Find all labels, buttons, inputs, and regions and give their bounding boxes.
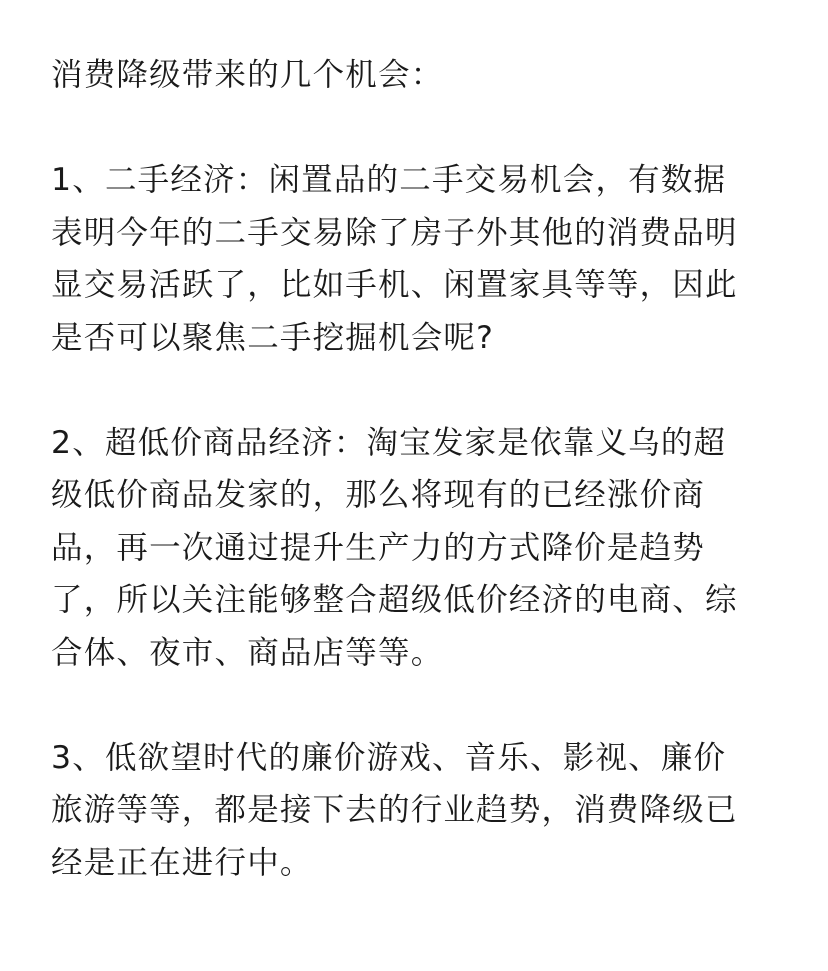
text-line: 3、低欲望时代的廉价游戏、音乐、影视、廉价 bbox=[51, 739, 727, 776]
text-line: 品，再一次通过提升生产力的方式降价是趋势 bbox=[51, 529, 706, 566]
paragraph-gap bbox=[51, 102, 781, 155]
document-body bbox=[51, 49, 781, 889]
text-line: 旅游等等，都是接下去的行业趋势，消费降级已 bbox=[51, 792, 738, 828]
text-line: 2、超低价商品经济：淘宝发家是依靠义乌的超 bbox=[51, 424, 727, 461]
text-line: 显交易活跃了，比如手机、闲置家具等等，因此 bbox=[51, 267, 738, 303]
paragraph-gap bbox=[51, 364, 781, 417]
text-line: 经是正在进行中。 bbox=[51, 844, 313, 881]
text-line: 1、二手经济：闲置品的二手交易机会，有数据 bbox=[51, 162, 727, 198]
section-low-desire-era bbox=[51, 732, 781, 890]
section-second-hand-economy bbox=[51, 154, 781, 364]
document-heading: 消费降级带来的几个机会： bbox=[51, 57, 444, 93]
text-line: 级低价商品发家的，那么将现有的已经涨价商 bbox=[51, 477, 706, 513]
text-line: 是否可以聚焦二手挖掘机会呢? bbox=[51, 319, 495, 356]
text-line: 了，所以关注能够整合超级低价经济的电商、综 bbox=[51, 582, 738, 618]
paragraph-gap bbox=[51, 679, 781, 732]
text-line: 表明今年的二手交易除了房子外其他的消费品明 bbox=[51, 214, 738, 251]
section-low-price-economy bbox=[51, 417, 781, 680]
text-line: 合体、夜市、商品店等等。 bbox=[51, 634, 444, 671]
